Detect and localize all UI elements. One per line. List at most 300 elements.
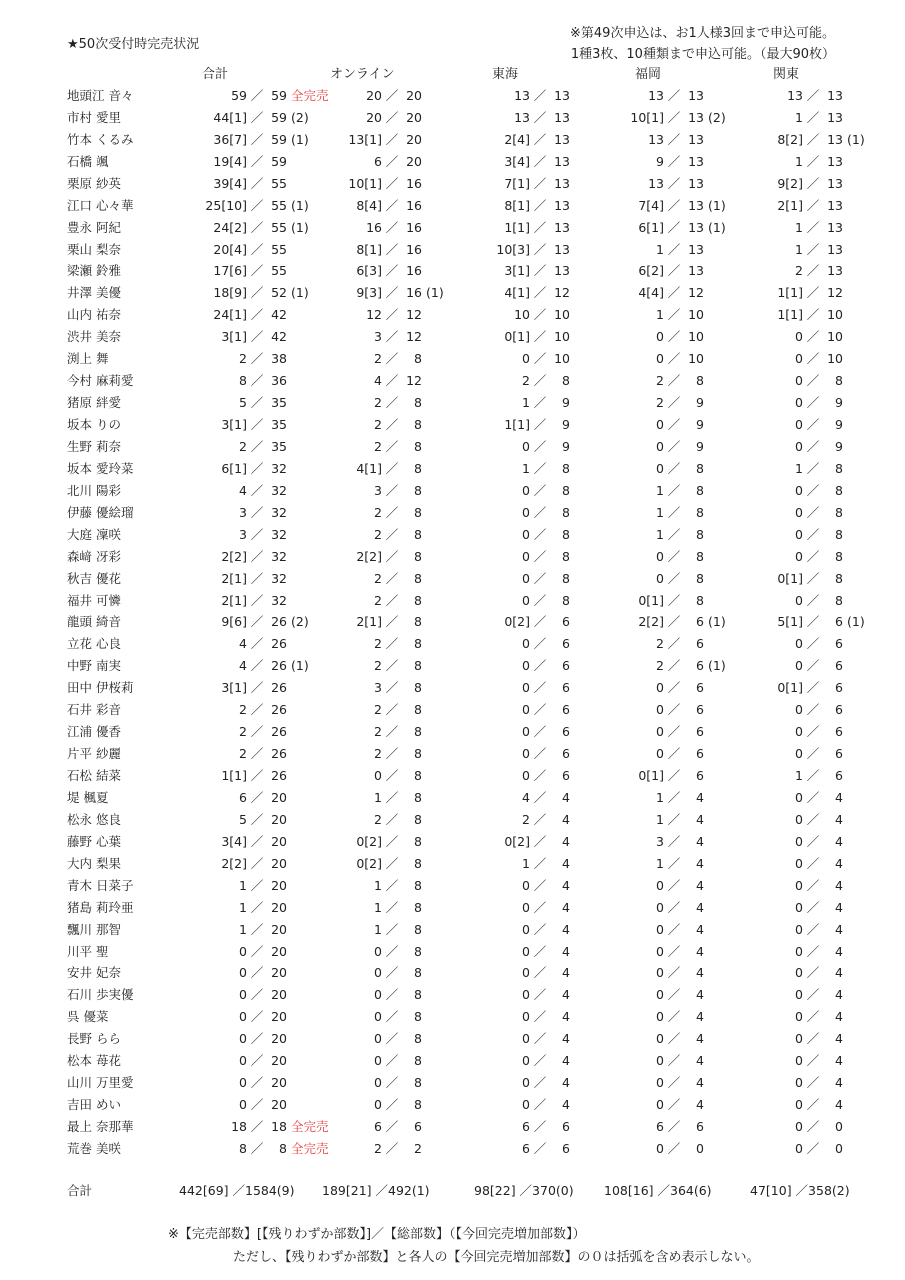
tokai-cell: [447, 1027, 582, 1049]
total-count: 12: [688, 285, 704, 301]
tokai-cell: [447, 238, 582, 260]
separator: ／: [667, 329, 681, 345]
total-count: 13: [554, 109, 570, 125]
sold-count: 0: [795, 921, 803, 937]
online-cell: [312, 1093, 447, 1115]
total-count: 8: [696, 460, 704, 476]
sold-count: 0: [522, 570, 530, 586]
total-cell: [177, 347, 312, 369]
table-row: [67, 1049, 857, 1071]
total-count: 8: [414, 943, 422, 959]
sales-table: [67, 84, 865, 1159]
separator: ／: [667, 1075, 681, 1091]
separator: ／: [533, 1075, 547, 1091]
separator: ／: [806, 153, 820, 169]
separator: ／: [806, 811, 820, 827]
total-count: 6: [562, 702, 570, 718]
separator: ／: [385, 351, 399, 367]
totals-kanto: 47[10] ／358(2): [750, 1183, 850, 1198]
kanto-cell: [722, 347, 857, 369]
total-count: 32: [271, 504, 287, 520]
total-cell: [177, 611, 312, 633]
total-count: 9: [562, 438, 570, 454]
total-count: 6: [696, 702, 704, 718]
increase-count: (2): [291, 109, 309, 125]
sold-count: 3: [374, 680, 382, 696]
separator: ／: [667, 438, 681, 454]
kanto-cell: [722, 128, 865, 150]
sold-count: 0: [522, 987, 530, 1003]
total-cell: [177, 303, 312, 325]
total-count: 10: [688, 329, 704, 345]
separator: ／: [667, 1140, 681, 1156]
sold-count: 0: [522, 351, 530, 367]
sold-count: 0: [795, 351, 803, 367]
table-row: [67, 742, 857, 764]
table-row: [67, 281, 857, 303]
online-cell: [312, 172, 447, 194]
sold-count: 19[4]: [213, 153, 247, 169]
separator: ／: [806, 460, 820, 476]
sold-count: 0: [656, 460, 664, 476]
sold-count: 0: [656, 548, 664, 564]
total-cell: [177, 457, 312, 479]
separator: ／: [533, 987, 547, 1003]
separator: ／: [806, 219, 820, 235]
sold-count: 1[1]: [777, 285, 803, 301]
member-name: 大庭 凜咲: [67, 526, 121, 542]
total-count: 8: [414, 702, 422, 718]
separator: ／: [533, 482, 547, 498]
total-count: 8: [414, 680, 422, 696]
separator: ／: [806, 1140, 820, 1156]
tokai-cell: [447, 830, 582, 852]
total-count: 8: [414, 570, 422, 586]
total-cell: [177, 896, 312, 918]
kanto-cell: [722, 940, 857, 962]
member-name: 龍頭 綺音: [67, 614, 121, 630]
separator: ／: [385, 746, 399, 762]
sold-count: 0: [656, 1075, 664, 1091]
sold-count: 2: [656, 658, 664, 674]
separator: ／: [806, 1031, 820, 1047]
separator: ／: [806, 1119, 820, 1135]
sold-count: 13: [648, 131, 664, 147]
total-count: 8: [414, 1053, 422, 1069]
online-cell: [312, 150, 447, 172]
member-name: 栗原 紗英: [67, 175, 121, 191]
sold-count: 2: [656, 395, 664, 411]
separator: ／: [533, 526, 547, 542]
separator: ／: [250, 526, 264, 542]
sold-count: 0: [656, 417, 664, 433]
total-count: 8: [414, 899, 422, 915]
online-cell: [312, 435, 447, 457]
total-count: 20: [271, 965, 287, 981]
separator: ／: [806, 680, 820, 696]
tokai-cell: [447, 216, 582, 238]
separator: ／: [385, 965, 399, 981]
sold-count: 0[1]: [777, 680, 803, 696]
separator: ／: [806, 592, 820, 608]
table-row: [67, 1071, 857, 1093]
sold-count: 0: [656, 680, 664, 696]
tokai-cell: [447, 260, 582, 282]
total-count: 10: [688, 351, 704, 367]
kanto-cell: [722, 611, 865, 633]
online-cell: [312, 369, 447, 391]
kanto-cell: [722, 391, 857, 413]
sold-count: 2: [374, 592, 382, 608]
member-name: 猪島 莉玲亜: [67, 899, 134, 915]
sold-count: 0: [522, 768, 530, 784]
table-row: [67, 260, 857, 282]
header-total: 合計: [202, 67, 229, 82]
total-count: 8: [414, 504, 422, 520]
total-count: 20: [406, 87, 422, 103]
sold-count: 0: [795, 526, 803, 542]
total-count: 32: [271, 548, 287, 564]
sold-count: 0: [239, 987, 247, 1003]
member-name: 田中 伊桜莉: [67, 680, 134, 696]
separator: ／: [250, 417, 264, 433]
member-name: 梁瀬 鈴雅: [67, 263, 121, 279]
total-count: 8: [562, 592, 570, 608]
sold-count: 0: [656, 702, 664, 718]
table-row: [67, 676, 857, 698]
total-count: 8: [835, 373, 843, 389]
total-cell: [177, 172, 312, 194]
total-count: 12: [554, 285, 570, 301]
kanto-cell: [722, 764, 857, 786]
total-cell: [177, 632, 312, 654]
online-cell: [312, 852, 447, 874]
fukuoka-cell: [582, 940, 722, 962]
separator: ／: [533, 438, 547, 454]
separator: ／: [667, 943, 681, 959]
separator: ／: [385, 1140, 399, 1156]
fukuoka-cell: [582, 1027, 722, 1049]
total-count: 55: [271, 241, 287, 257]
total-count: 8: [562, 460, 570, 476]
total-cell: [177, 786, 312, 808]
sold-count: 0: [795, 877, 803, 893]
table-row: [67, 1093, 857, 1115]
member-name: 今村 麻莉愛: [67, 373, 134, 389]
total-count: 6: [562, 614, 570, 630]
online-cell: [312, 413, 447, 435]
total-count: 13: [554, 197, 570, 213]
separator: ／: [806, 768, 820, 784]
total-count: 16: [406, 263, 422, 279]
separator: ／: [385, 1031, 399, 1047]
total-count: 35: [271, 438, 287, 454]
total-count: 13: [554, 263, 570, 279]
total-count: 36: [271, 373, 287, 389]
separator: ／: [533, 636, 547, 652]
separator: ／: [533, 395, 547, 411]
total-cell: [177, 1093, 312, 1115]
fukuoka-cell: [582, 983, 722, 1005]
member-name: 安井 妃奈: [67, 965, 121, 981]
total-count: 13: [827, 263, 843, 279]
online-cell: [312, 742, 447, 764]
total-count: 59: [271, 87, 287, 103]
fukuoka-cell: [582, 698, 722, 720]
separator: ／: [806, 833, 820, 849]
kanto-cell: [722, 742, 857, 764]
sold-count: 1: [656, 307, 664, 323]
sold-count: 0: [656, 1031, 664, 1047]
separator: ／: [250, 373, 264, 389]
total-count: 26: [271, 724, 287, 740]
table-row: [67, 1005, 857, 1027]
sold-count: 0: [522, 1009, 530, 1025]
total-count: 20: [271, 1009, 287, 1025]
sold-count: 2: [374, 504, 382, 520]
table-row: [67, 567, 857, 589]
kanto-cell: [722, 852, 857, 874]
separator: ／: [806, 175, 820, 191]
tokai-cell: [447, 1049, 582, 1071]
separator: ／: [250, 636, 264, 652]
online-cell: [312, 238, 447, 260]
total-cell: [177, 238, 312, 260]
sold-count: 2: [374, 395, 382, 411]
sold-count: 0: [795, 702, 803, 718]
total-count: 4: [835, 811, 843, 827]
total-count: 8: [414, 460, 422, 476]
sold-count: 0: [374, 987, 382, 1003]
online-cell: [312, 632, 447, 654]
total-count: 8: [414, 1031, 422, 1047]
total-count: 6: [835, 680, 843, 696]
separator: ／: [806, 417, 820, 433]
total-count: 42: [271, 329, 287, 345]
separator: ／: [667, 877, 681, 893]
fukuoka-cell: [582, 611, 726, 633]
separator: ／: [250, 109, 264, 125]
total-count: 8: [562, 570, 570, 586]
sold-count: 2: [239, 438, 247, 454]
kanto-cell: [722, 567, 857, 589]
separator: ／: [250, 1140, 264, 1156]
online-cell: [312, 808, 447, 830]
separator: ／: [385, 921, 399, 937]
member-name: 石松 結菜: [67, 768, 121, 784]
total-count: 8: [835, 504, 843, 520]
member-name: 堤 楓夏: [67, 789, 109, 805]
sold-count: 4: [239, 658, 247, 674]
sold-count: 0: [374, 1031, 382, 1047]
member-name: 荒巻 美咲: [67, 1140, 121, 1156]
separator: ／: [806, 899, 820, 915]
table-row: [67, 545, 857, 567]
sold-count: 2: [656, 373, 664, 389]
separator: ／: [533, 1009, 547, 1025]
total-count: 4: [696, 921, 704, 937]
total-count: 8: [696, 504, 704, 520]
kanto-cell: [722, 983, 857, 1005]
separator: ／: [385, 482, 399, 498]
total-count: 6: [562, 680, 570, 696]
sold-count: 0: [795, 395, 803, 411]
table-row: [67, 874, 857, 896]
total-count: 42: [271, 307, 287, 323]
total-cell: [177, 150, 312, 172]
total-count: 13: [554, 241, 570, 257]
kanto-cell: [722, 786, 857, 808]
total-count: 4: [696, 1009, 704, 1025]
member-name: 長野 らら: [67, 1031, 121, 1047]
separator: ／: [250, 307, 264, 323]
sold-count: 0: [795, 943, 803, 959]
sold-count: 16: [366, 219, 382, 235]
separator: ／: [385, 768, 399, 784]
separator: ／: [250, 833, 264, 849]
total-count: 13: [554, 153, 570, 169]
fukuoka-cell: [582, 435, 722, 457]
total-count: 6: [562, 658, 570, 674]
sold-count: 13: [514, 87, 530, 103]
sold-count: 10[1]: [348, 175, 382, 191]
tokai-cell: [447, 940, 582, 962]
separator: ／: [667, 109, 681, 125]
separator: ／: [667, 614, 681, 630]
member-name: 中野 南実: [67, 658, 121, 674]
separator: ／: [250, 614, 264, 630]
separator: ／: [250, 263, 264, 279]
total-count: 6: [835, 724, 843, 740]
sold-count: 24[2]: [213, 219, 247, 235]
kanto-cell: [722, 918, 857, 940]
sold-count: 0: [656, 1097, 664, 1113]
total-cell: [177, 940, 312, 962]
separator: ／: [250, 241, 264, 257]
tokai-cell: [447, 918, 582, 940]
total-count: 8: [414, 877, 422, 893]
kanto-cell: [722, 1093, 857, 1115]
sold-count: 0: [374, 1097, 382, 1113]
separator: ／: [385, 1097, 399, 1113]
sold-count: 4[1]: [356, 460, 382, 476]
kanto-cell: [722, 808, 857, 830]
sold-count: 3: [239, 504, 247, 520]
total-count: 4: [696, 877, 704, 893]
separator: ／: [385, 197, 399, 213]
separator: ／: [806, 636, 820, 652]
table-row: [67, 150, 857, 172]
separator: ／: [533, 592, 547, 608]
separator: ／: [667, 1119, 681, 1135]
member-name: 生野 莉奈: [67, 438, 121, 454]
separator: ／: [806, 855, 820, 871]
sold-count: 0: [522, 482, 530, 498]
separator: ／: [667, 1009, 681, 1025]
sold-count: 0: [656, 746, 664, 762]
total-count: 6: [835, 636, 843, 652]
tokai-cell: [447, 698, 582, 720]
separator: ／: [667, 921, 681, 937]
increase-count: (1): [291, 131, 309, 147]
separator: ／: [667, 746, 681, 762]
separator: ／: [667, 219, 681, 235]
kanto-cell: [722, 1071, 857, 1093]
sold-count: 8: [239, 373, 247, 389]
total-cell: [177, 281, 312, 303]
separator: ／: [385, 1075, 399, 1091]
total-cell: [177, 808, 312, 830]
total-cell: [177, 676, 312, 698]
separator: ／: [667, 658, 681, 674]
total-count: 4: [696, 833, 704, 849]
fukuoka-cell: [582, 632, 722, 654]
sold-count: 6: [522, 1119, 530, 1135]
sold-count: 0: [656, 329, 664, 345]
total-count: 13: [827, 219, 843, 235]
kanto-cell: [722, 720, 857, 742]
fukuoka-cell: [582, 150, 722, 172]
sold-count: 0: [795, 1053, 803, 1069]
separator: ／: [667, 526, 681, 542]
online-cell: [312, 325, 447, 347]
fukuoka-cell: [582, 523, 722, 545]
increase-count: (1): [847, 131, 865, 147]
online-cell: [312, 347, 447, 369]
total-cell: [177, 874, 312, 896]
fukuoka-cell: [582, 742, 722, 764]
sold-count: 1: [795, 153, 803, 169]
total-count: 4: [835, 877, 843, 893]
sold-count: 0: [795, 899, 803, 915]
tokai-cell: [447, 1005, 582, 1027]
total-count: 35: [271, 395, 287, 411]
total-count: 6: [696, 636, 704, 652]
total-count: 20: [406, 153, 422, 169]
separator: ／: [250, 1009, 264, 1025]
total-count: 13: [688, 109, 704, 125]
increase-count: (1): [291, 285, 309, 301]
member-name: 松本 苺花: [67, 1053, 121, 1069]
online-cell: [312, 786, 447, 808]
separator: ／: [806, 702, 820, 718]
online-cell: [312, 1115, 447, 1137]
separator: ／: [385, 460, 399, 476]
total-count: 8: [414, 1009, 422, 1025]
total-count: 4: [562, 987, 570, 1003]
sold-count: 25[10]: [205, 197, 247, 213]
total-count: 8: [562, 482, 570, 498]
separator: ／: [806, 548, 820, 564]
online-cell: [312, 918, 447, 940]
sold-count: 0: [795, 482, 803, 498]
separator: ／: [250, 197, 264, 213]
total-count: 8: [835, 570, 843, 586]
application-note-1: ※第49次申込は、お1人様3回まで申込可能。: [570, 26, 835, 41]
table-row: [67, 172, 857, 194]
table-row: [67, 720, 857, 742]
sold-count: 6: [522, 1140, 530, 1156]
kanto-cell: [722, 216, 857, 238]
sold-count: 3[1]: [221, 417, 247, 433]
sold-count: 1: [795, 241, 803, 257]
total-count: 4: [835, 1075, 843, 1091]
tokai-cell: [447, 150, 582, 172]
sold-count: 0: [795, 373, 803, 389]
sold-count: 0: [522, 1053, 530, 1069]
fukuoka-cell: [582, 347, 722, 369]
sold-count: 1: [239, 921, 247, 937]
